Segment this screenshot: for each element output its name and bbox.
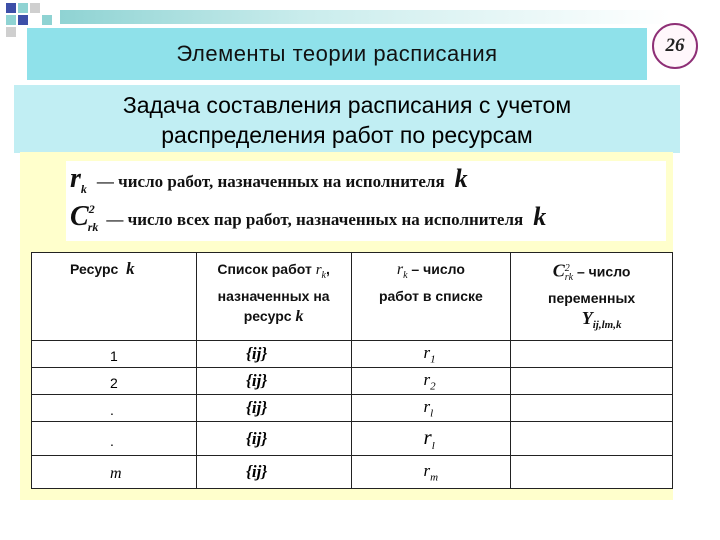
header-symbol-sub: k bbox=[321, 269, 326, 281]
decor-gradient-bar bbox=[60, 10, 670, 24]
header-text: , bbox=[325, 261, 330, 277]
decor-square bbox=[6, 27, 16, 37]
header-text: ресурс bbox=[243, 307, 292, 324]
header-symbol: C bbox=[552, 260, 565, 281]
slide-title-box bbox=[27, 28, 647, 80]
header-text: – число bbox=[573, 263, 631, 280]
cell-pairs bbox=[511, 456, 673, 489]
symbol-c: C bbox=[70, 201, 89, 232]
header-line: назначенных на bbox=[217, 287, 330, 304]
header-count bbox=[351, 253, 511, 341]
table-header-row bbox=[32, 253, 673, 341]
decor-square bbox=[42, 15, 52, 25]
header-text: Список работ bbox=[217, 261, 312, 277]
cell-resource: 1 bbox=[32, 341, 197, 368]
count-sub: 2 bbox=[430, 380, 436, 393]
cell-pairs bbox=[511, 422, 673, 456]
table-row bbox=[32, 341, 673, 368]
header-pairs bbox=[511, 253, 673, 341]
header-var: k bbox=[295, 307, 304, 325]
header-var-sub: ij,lm,k bbox=[592, 319, 622, 332]
cell-count bbox=[351, 341, 511, 368]
header-line bbox=[197, 306, 351, 327]
count-sub: m bbox=[430, 471, 439, 484]
header-line bbox=[197, 259, 351, 286]
cell-pairs bbox=[511, 395, 673, 422]
symbol-subscript: rk bbox=[87, 220, 99, 234]
header-symbol-sub: k bbox=[403, 269, 408, 281]
table-row bbox=[32, 422, 673, 456]
header-line: работ в списке bbox=[378, 287, 483, 304]
cell-job-set: {ij} bbox=[196, 368, 351, 395]
count-symbol: r bbox=[423, 342, 431, 362]
count-symbol: r bbox=[423, 460, 431, 480]
definitions-box bbox=[66, 161, 666, 241]
subtitle-line: распределения работ по ресурсам bbox=[161, 122, 533, 148]
slide-title: Элементы теории расписания bbox=[176, 41, 498, 66]
cell-count bbox=[351, 395, 511, 422]
symbol-subscript: k bbox=[80, 182, 87, 196]
definition-var: k bbox=[533, 202, 547, 231]
header-job-list bbox=[196, 253, 351, 341]
table-row bbox=[32, 368, 673, 395]
cell-resource: 2 bbox=[32, 368, 197, 395]
header-symbol: r bbox=[396, 261, 404, 278]
cell-job-set: {ij} bbox=[196, 395, 351, 422]
table-row bbox=[32, 395, 673, 422]
count-symbol: r bbox=[423, 424, 432, 449]
count-sub: 1 bbox=[430, 353, 436, 366]
resource-table bbox=[31, 252, 673, 489]
count-symbol: r bbox=[423, 369, 431, 389]
page-number-badge: 26 bbox=[652, 23, 698, 69]
header-text: Ресурс bbox=[70, 261, 119, 277]
definition-rk bbox=[70, 163, 468, 195]
header-var: Y bbox=[581, 308, 593, 329]
header-text: – число bbox=[407, 261, 465, 277]
header-var: k bbox=[126, 259, 135, 278]
cell-count bbox=[351, 456, 511, 489]
decor-square bbox=[30, 3, 40, 13]
cell-resource: . bbox=[32, 422, 197, 456]
definition-crk bbox=[70, 201, 546, 233]
header-resource bbox=[32, 253, 197, 341]
header-line bbox=[511, 308, 672, 335]
cell-resource: m bbox=[32, 456, 197, 489]
cell-count bbox=[351, 422, 511, 456]
decor-square bbox=[18, 15, 28, 25]
header-line: переменных bbox=[548, 290, 636, 307]
cell-job-set: {ij} bbox=[196, 456, 351, 489]
table-row bbox=[32, 456, 673, 489]
count-symbol: r bbox=[423, 396, 431, 416]
subtitle-line: Задача составления расписания с учетом bbox=[122, 92, 572, 118]
count-sub: l bbox=[430, 407, 434, 420]
definition-text: — число всех пар работ, назначенных на исполнителя bbox=[106, 210, 524, 229]
symbol-superscript: 2 bbox=[88, 202, 95, 216]
header-symbol-sup: 2 bbox=[564, 263, 570, 274]
header-symbol-sub: rk bbox=[564, 272, 574, 284]
definition-text: — число работ, назначенных на исполнителя bbox=[96, 172, 445, 191]
cell-pairs bbox=[511, 341, 673, 368]
decor-square bbox=[18, 3, 28, 13]
slide-subtitle bbox=[14, 85, 680, 153]
cell-resource: . bbox=[32, 395, 197, 422]
decor-square bbox=[6, 15, 16, 25]
symbol-r: r bbox=[70, 163, 81, 194]
decor-square bbox=[6, 3, 16, 13]
count-sub: l bbox=[431, 440, 435, 453]
header-line bbox=[511, 259, 672, 288]
cell-job-set: {ij} bbox=[196, 341, 351, 368]
cell-count bbox=[351, 368, 511, 395]
header-line bbox=[352, 259, 511, 286]
cell-job-set: {ij} bbox=[196, 422, 351, 456]
cell-pairs bbox=[511, 368, 673, 395]
header-symbol: r bbox=[315, 262, 322, 278]
definition-var: k bbox=[454, 164, 468, 193]
